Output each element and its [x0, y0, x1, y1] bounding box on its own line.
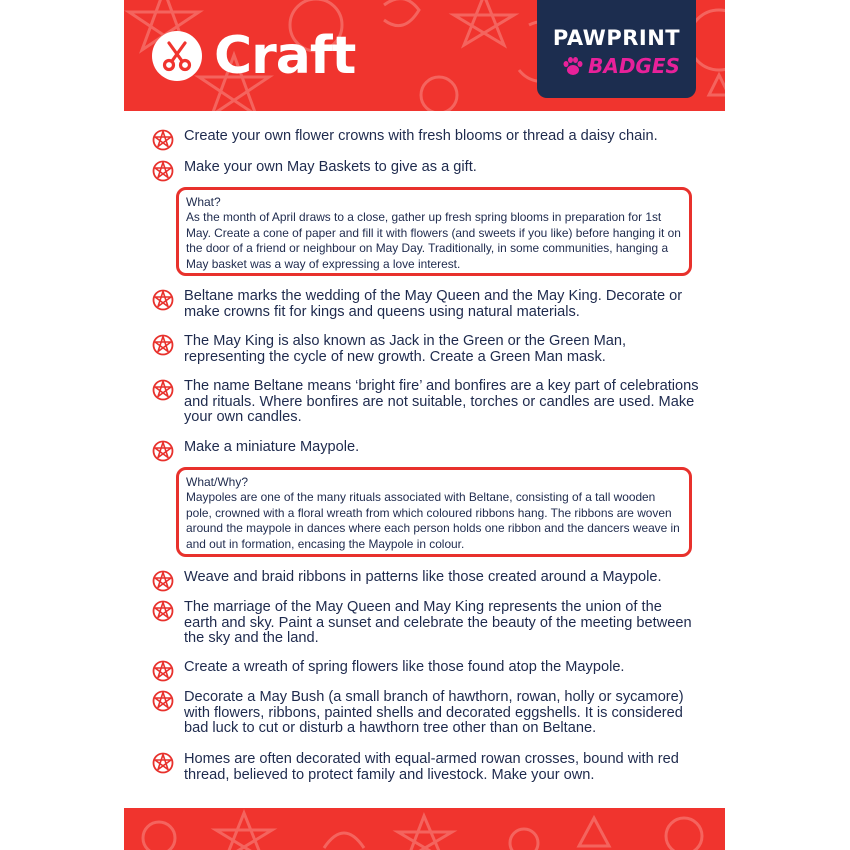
- footer-doodles: [124, 808, 725, 850]
- info-box-body: As the month of April draws to a close, gather up fresh spring blooms in preparation for 1st May. Create a cone of paper and fill it with flowers (and sweets if you like) before hanging it on the door of a friend or neighbour on May Day. Traditionally, in some communities, hanging a May basket was a way of expressing a love interest.: [186, 210, 681, 271]
- item-text: Weave and braid ribbons in patterns like those created around a Maypole.: [184, 569, 662, 585]
- scissors-icon: [152, 31, 202, 81]
- brand-subtitle: BADGES: [588, 54, 680, 78]
- pentacle-icon: [152, 129, 174, 151]
- item-text: Create a wreath of spring flowers like those found atop the Maypole.: [184, 659, 625, 675]
- item-text: Make a miniature Maypole.: [184, 439, 360, 455]
- pentacle-icon: [152, 289, 174, 311]
- info-box-title: What?: [186, 195, 221, 209]
- pentacle-icon: [152, 379, 174, 401]
- item-text: Create your own flower crowns with fresh blooms or thread a daisy chain.: [184, 128, 658, 144]
- page-title: Craft: [214, 26, 356, 86]
- pentacle-icon: [152, 690, 174, 712]
- item-text: Decorate a May Bush (a small branch of hawthorn, rowan, holly or sycamore) with flowers, ribbons, painted shells and decorated eggshells. It is considered bad luck to cut or disturb a hawthorn tree other than on Beltane.: [184, 689, 684, 737]
- item-text: Make your own May Baskets to give as a gift.: [184, 159, 477, 175]
- item-text: The marriage of the May Queen and May King represents the union of the earth and sky. Paint a sunset and celebrate the beauty of the meeting between the sky and the land.: [184, 599, 692, 647]
- brand-logo: [537, 0, 696, 98]
- pentacle-icon: [152, 660, 174, 682]
- footer-banner: [124, 808, 725, 850]
- pentacle-icon: [152, 160, 174, 182]
- info-box-title: What/Why?: [186, 475, 249, 489]
- pentacle-icon: [152, 440, 174, 462]
- item-text: Homes are often decorated with equal-armed rowan crosses, bound with red thread, believed to protect family and livestock. Make your own.: [184, 751, 679, 783]
- pentacle-icon: [152, 752, 174, 774]
- pentacle-icon: [152, 570, 174, 592]
- info-box-body: Maypoles are one of the many rituals associated with Beltane, consisting of a tall wooden pole, crowned with a floral wreath from which coloured ribbons hang. The ribbons are woven around the maypole in dances where each person holds one ribbon and the dancers weave in and out in formation, encasing the Maypole in colour.: [186, 490, 680, 551]
- pentacle-icon: [152, 600, 174, 622]
- item-text: The name Beltane means ‘bright fire’ and bonfires are a key part of celebrations and rituals. Where bonfires are not suitable, torches or candles are used. Make your own candles.: [184, 378, 699, 426]
- paw-icon: [562, 56, 584, 76]
- pentacle-icon: [152, 334, 174, 356]
- info-box: [176, 467, 692, 557]
- brand-name: PAWPRINT: [552, 26, 681, 50]
- section-title: [152, 26, 355, 86]
- header-banner: [124, 0, 725, 111]
- item-text: The May King is also known as Jack in the Green or the Green Man, representing the cycle of new growth. Create a Green Man mask.: [184, 333, 627, 365]
- item-text: Beltane marks the wedding of the May Queen and the May King. Decorate or make crowns fit for kings and queens using natural materials.: [184, 288, 683, 320]
- info-box: [176, 187, 692, 276]
- activity-sheet: [124, 0, 725, 850]
